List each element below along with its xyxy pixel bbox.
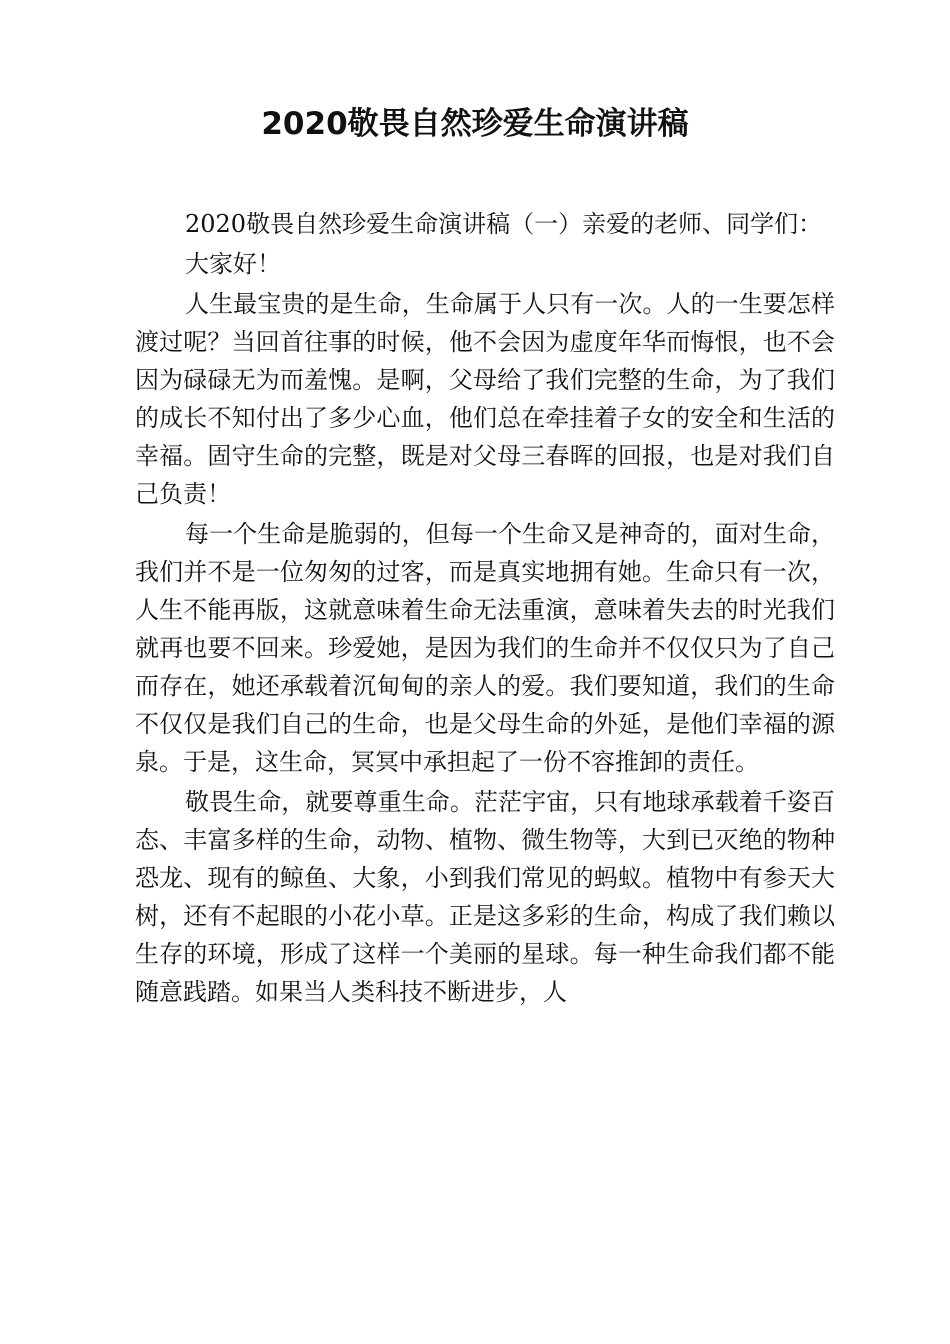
paragraph-1: 人生最宝贵的是生命，生命属于人只有一次。人的一生要怎样渡过呢？当回首往事的时候，他不会因为虚度年华而悔恨，也不会因为碌碌无为而羞愧。是啊，父母给了我们完整的生命，为了我们的成长不知付出了多少心血，他们总在牵挂着子女的安全和生活的幸福。固守生命的完整，既是对父母三春晖的回报，也是对我们自己负责！ [135,290,835,508]
paragraph-heading-line: 2020敬畏自然珍爱生命演讲稿（一）亲爱的老师、同学们： [185,210,823,238]
document-title: 2020敬畏自然珍爱生命演讲稿 [261,106,689,142]
paragraph-greeting: 大家好！ [185,250,281,278]
document-body [135,205,835,1013]
paragraph-3: 敬畏生命，就要尊重生命。茫茫宇宙，只有地球承载着千姿百态、丰富多样的生命，动物、植物、微生物等，大到已灭绝的物种恐龙、现有的鲸鱼、大象，小到我们常见的蚂蚁。植物中有参天大树，还有不起眼的小花小草。正是这多彩的生命，构成了我们赖以生存的环境，形成了这样一个美丽的星球。每一种生命我们都不能随意践踏。如果当人类科技不断进步，人 [135,788,835,1006]
paragraph-2: 每一个生命是脆弱的，但每一个生命又是神奇的，面对生命，我们并不是一位匆匆的过客，而是真实地拥有她。生命只有一次，人生不能再版，这就意味着生命无法重演，意味着失去的时光我们就再也要不回来。珍爱她，是因为我们的生命并不仅仅只为了自己而存在，她还承载着沉甸甸的亲人的爱。我们要知道，我们的生命不仅仅是我们自己的生命，也是父母生命的外延，是他们幸福的源泉。于是，这生命，冥冥中承担起了一份不容推卸的责任。 [135,520,835,776]
